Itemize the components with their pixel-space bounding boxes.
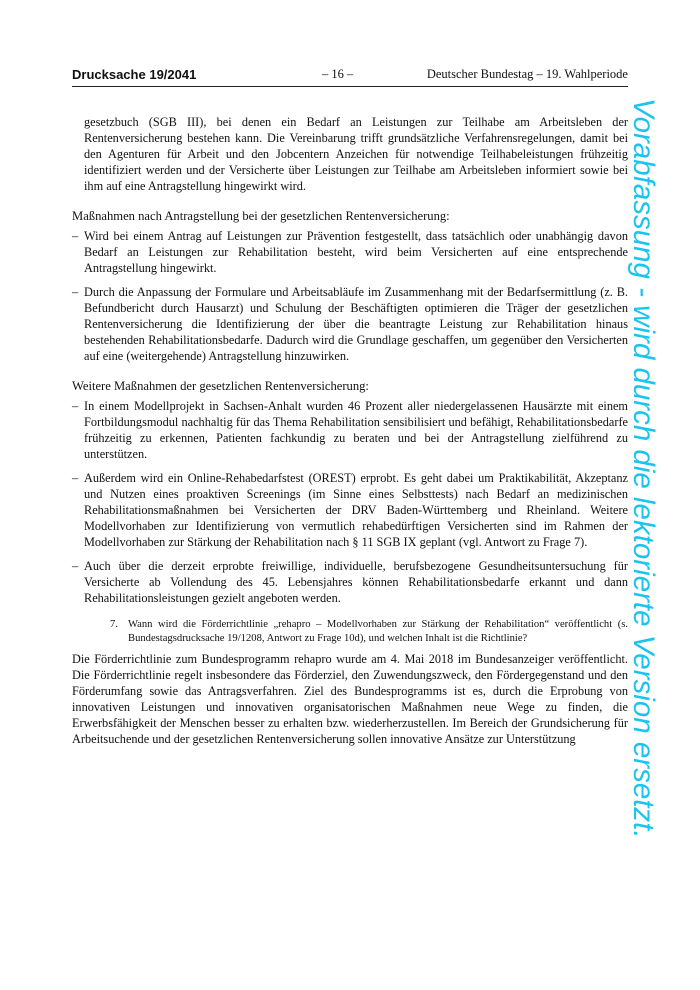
list-item-text: Durch die Anpassung der Formulare und Arbeitsabläufe im Zusammenhang mit der Bedarfsermittlung (z. B. Befundbericht durch Hausarzt) und Schulung der Beschäftigten optimieren die Träger der gesetzlichen Rentenversicherung die Identifizierung der über die beantragte Leistung zur Rehabilitation hinaus bestehenden Rehabilitationsbedarfe. Dadurch wird die Grundlage geschaffen, um gegenüber den Versicherten auf eine (weitergehende) Antragstellung hinzuwirken.: [84, 285, 628, 363]
list-dash: –: [72, 471, 79, 485]
question-block: [72, 618, 628, 645]
list-item: [72, 558, 628, 606]
question-text: Wann wird die Förderrichtlinie „rehapro – Modellvorhaben zur Stärkung der Rehabilitation“ veröffentlicht (s. Bundestagsdrucksache 19/1208, Antwort zu Frage 10d), und welchen Inhalt ist die Richtlinie?: [128, 619, 628, 644]
list-dash: –: [72, 399, 79, 413]
institution-label: Deutscher Bundestag – 19. Wahlperiode: [426, 67, 628, 81]
question-number: 7.: [110, 619, 118, 630]
list-item: [72, 284, 628, 364]
section-heading-after-application: Maßnahmen nach Antragstellung bei der gesetzlichen Rentenversicherung:: [72, 209, 450, 223]
page-header: [72, 66, 628, 87]
list-item-text: Wird bei einem Antrag auf Leistungen zur Prävention festgestellt, dass tatsächlich oder unabhängig davon Bedarf an Leistungen zur Rehabilitation besteht, wird beim Versicherten auf eine entsprechende Antragstellung hingewirkt.: [84, 229, 628, 275]
intro-paragraph: gesetzbuch (SGB III), bei denen ein Bedarf an Leistungen zur Teilhabe am Arbeitsleben der Rentenversicherung bestehen kann. Die Vereinbarung trifft grundsätzliche Verfahrensregelungen, damit bei den Agenturen für Arbeit und den Jobcentern Anzeichen für notwendige Teilhabeleistungen frühzeitig identifiziert werden und der Versicherte über Leistungen zur Teilhabe am Arbeitsleben informiert sowie bei ihm auf eine Antragstellung hingewirkt wird.: [84, 115, 628, 193]
list-item-text: Außerdem wird ein Online-Rehabedarfstest (OREST) erprobt. Es geht dabei um Praktikabilität, Akzeptanz und Nutzen eines proaktiven Screenings (im Sinne eines Selbsttests) nach Bedarf an medizinischen Rehabilitationsmaßnahmen bei Versicherten der DRV Baden-Württemberg und Rheinland. Weitere Modellvorhaben zur Identifizierung von vermutlich rehabedürftigen Versicherten sind im Rahmen der Modellvorhaben zur Stärkung der Rehabilitation nach § 11 SGB IX geplant (vgl. Antwort zu Frage 7).: [84, 471, 628, 549]
answer-paragraph: Die Förderrichtlinie zum Bundesprogramm rehapro wurde am 4. Mai 2018 im Bundesanzeiger veröffentlicht. Die Förderrichtlinie regelt insbesondere das Förderziel, den Zuwendungszweck, den Fördergegenstand und den Förderumfang sowie das Antragsverfahren. Ziel des Bundesprogramms ist es, durch die Erprobung von innovativen Leistungen und innovativen organisatorischen Maßnahmen neue Wege zu finden, die Erwerbsfähigkeit der Menschen besser zu erhalten bzw. wiederherzustellen. Im Bereich der Grundsicherung für Arbeitsuchende und der gesetzlichen Rentenversicherung sollen innovative Ansätze zur Unterstützung: [72, 652, 628, 746]
page-number: – 16 –: [322, 67, 354, 81]
list-item: [72, 398, 628, 462]
list-dash: –: [72, 229, 79, 243]
list-dash: –: [72, 559, 79, 573]
document-label: Drucksache: [72, 67, 146, 82]
list-dash: –: [72, 285, 79, 299]
document-number-value: 19/2041: [149, 67, 197, 82]
document-body: [72, 114, 628, 747]
section-heading-further-measures: Weitere Maßnahmen der gesetzlichen Rentenversicherung:: [72, 379, 369, 393]
list-item: [72, 470, 628, 550]
list-item-text: Auch über die derzeit erprobte freiwillige, individuelle, berufsbezogene Gesundheitsuntersuchung für Versicherte ab Vollendung des 45. Lebensjahres können Rehabilitationsbedarfe erkannt und dann Rehabilitationsleistungen gezielt angeboten werden.: [84, 559, 628, 605]
list-item-text: In einem Modellprojekt in Sachsen-Anhalt wurden 46 Prozent aller niedergelassenen Hausärzte mit einem Fortbildungsmodul nachhaltig für das Thema Rehabilitation sensibilisiert und befähigt, Rehabilitationsbedarfe frühzeitig zu erkennen, Patienten fachkundig zu beraten und bei der Antragstellung zielführend zu unterstützen.: [84, 399, 628, 461]
document-number: [72, 67, 196, 82]
list-item: [72, 228, 628, 276]
draft-watermark: Vorabfassung - wird durch die lektorierte Version ersetzt.: [627, 98, 660, 839]
